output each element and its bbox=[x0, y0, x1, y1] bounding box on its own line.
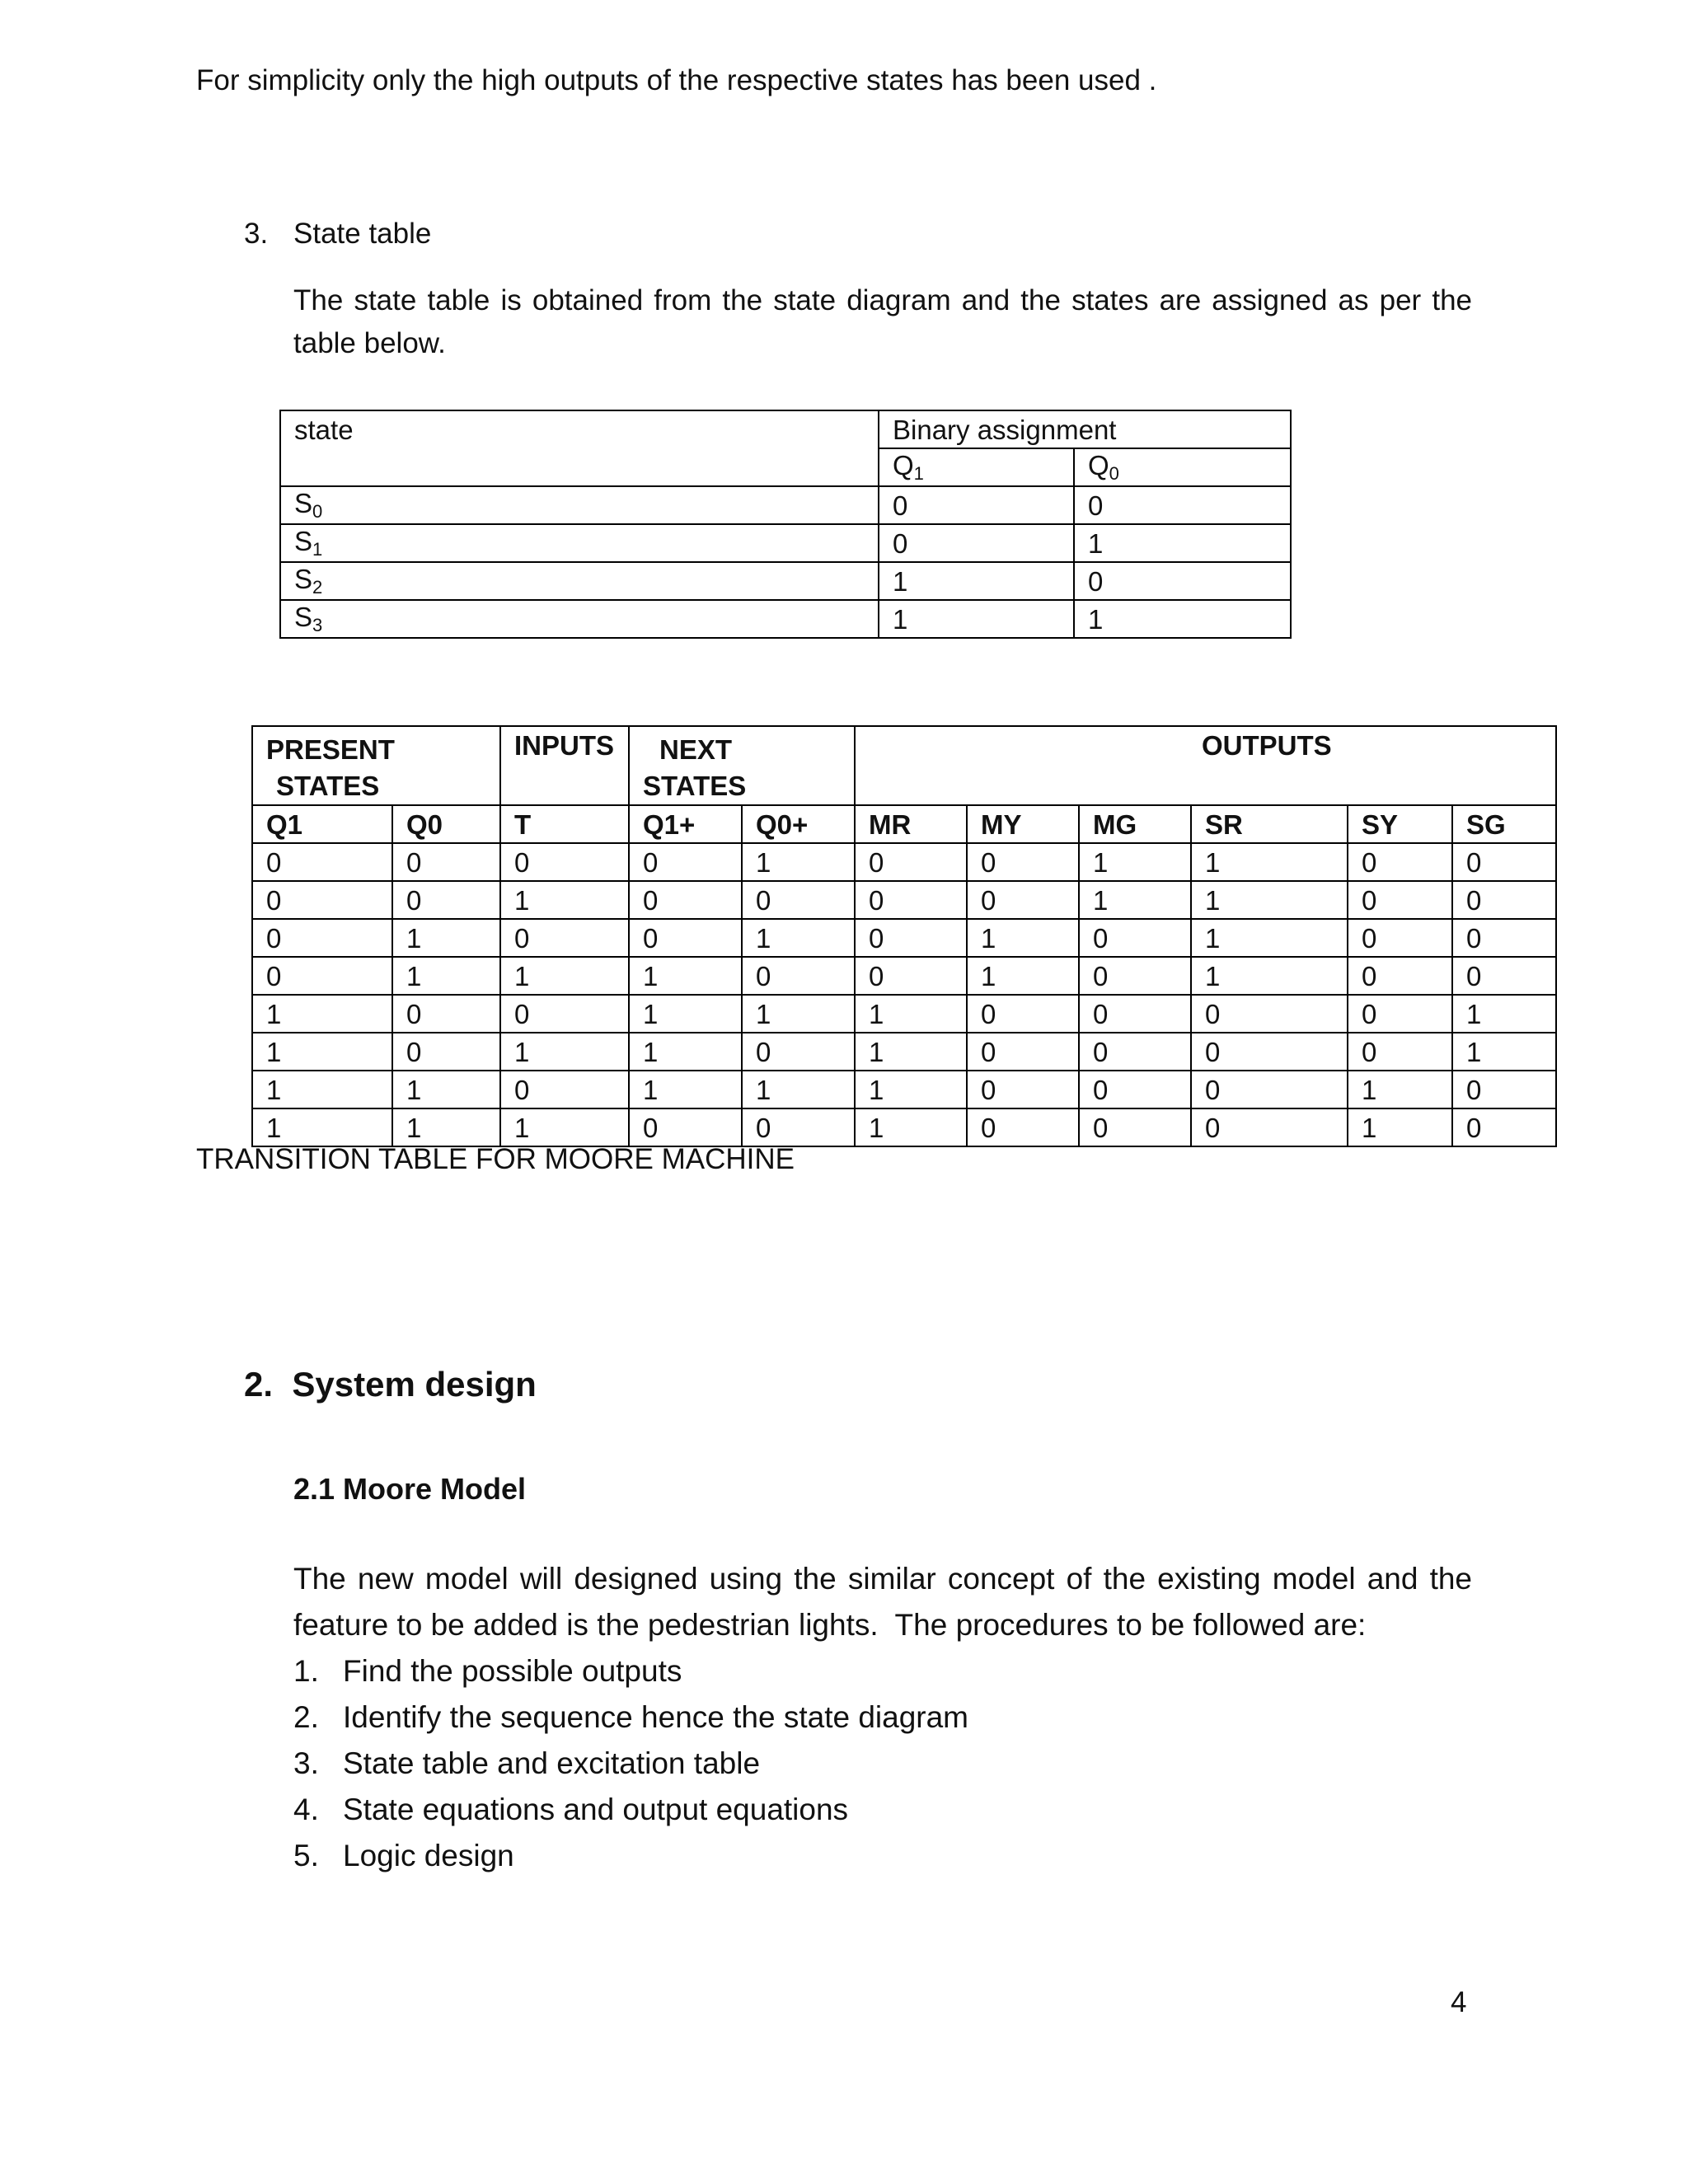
column-header: MY bbox=[967, 805, 1079, 843]
table-cell: 1 bbox=[1191, 919, 1348, 957]
table-cell: 1 bbox=[855, 1108, 967, 1146]
q0-header: $Q_0$ bbox=[1074, 448, 1291, 486]
table-cell: 1 bbox=[742, 843, 855, 881]
table-cell: 0 bbox=[1079, 1108, 1191, 1146]
table-cell: 0 bbox=[1452, 881, 1556, 919]
table-cell: 1 bbox=[500, 957, 629, 995]
table-cell: 1 bbox=[1452, 995, 1556, 1033]
section-2-heading: 2. System design bbox=[244, 1365, 537, 1404]
list-item-text: State equations and output equations bbox=[343, 1793, 849, 1826]
table-column-header-row bbox=[252, 805, 1556, 843]
column-header: Q1 bbox=[252, 805, 392, 843]
table-cell: 1 bbox=[967, 957, 1079, 995]
list-item-number: 4. bbox=[293, 1793, 319, 1826]
column-header: SR bbox=[1191, 805, 1348, 843]
section-3-paragraph: The state table is obtained from the state diagram and the states are assigned as per the table below. bbox=[293, 284, 1472, 359]
column-header: Q1+ bbox=[629, 805, 742, 843]
table-cell: 1 bbox=[252, 1071, 392, 1108]
table-cell: 0 bbox=[967, 1071, 1079, 1108]
table-cell: 1 bbox=[1079, 881, 1191, 919]
table-cell: 0 bbox=[1079, 1033, 1191, 1071]
procedure-list bbox=[293, 1648, 968, 1879]
table-row bbox=[280, 486, 1291, 524]
list-item bbox=[293, 1648, 968, 1694]
table-cell: 1 bbox=[1191, 957, 1348, 995]
table-cell: 1 bbox=[1191, 843, 1348, 881]
table-cell: 1 bbox=[629, 1071, 742, 1108]
state-assignment-table bbox=[279, 410, 1292, 639]
table-cell: 1 bbox=[855, 1071, 967, 1108]
table-cell: 0 bbox=[855, 919, 967, 957]
table-cell: 0 bbox=[1191, 995, 1348, 1033]
table-cell: 0 bbox=[742, 1108, 855, 1146]
table-cell: 0 bbox=[742, 1033, 855, 1071]
table-cell: 0 bbox=[1191, 1071, 1348, 1108]
table-row bbox=[252, 1071, 1556, 1108]
present-states-header: PRESENT STATES bbox=[252, 726, 500, 805]
table-cell: 1 bbox=[1348, 1108, 1452, 1146]
table-cell: 0 bbox=[629, 919, 742, 957]
table-cell: 0 bbox=[1348, 1033, 1452, 1071]
table-cell: 0 bbox=[1079, 995, 1191, 1033]
table-row bbox=[252, 919, 1556, 957]
table-cell: 0 bbox=[1348, 881, 1452, 919]
table-cell: 0 bbox=[252, 957, 392, 995]
table-cell: 0 bbox=[967, 1033, 1079, 1071]
column-header: T bbox=[500, 805, 629, 843]
table-row bbox=[280, 410, 1291, 448]
table-cell: 1 bbox=[392, 1071, 500, 1108]
table-cell: 1 bbox=[392, 957, 500, 995]
table-cell: 1 bbox=[967, 919, 1079, 957]
state-name: $S_1$ bbox=[280, 524, 879, 562]
table-row bbox=[280, 524, 1291, 562]
table-row bbox=[280, 600, 1291, 638]
table-cell: 0 bbox=[1191, 1108, 1348, 1146]
table-cell: 0 bbox=[967, 1108, 1079, 1146]
inputs-header: INPUTS bbox=[500, 726, 629, 805]
q0-cell: 0 bbox=[1074, 562, 1291, 600]
list-item bbox=[293, 1787, 968, 1833]
table-cell: 1 bbox=[629, 1033, 742, 1071]
table-cell: 0 bbox=[1079, 1071, 1191, 1108]
table-cell: 0 bbox=[1452, 957, 1556, 995]
list-item-number: 1. bbox=[293, 1654, 319, 1688]
table-cell: 1 bbox=[855, 1033, 967, 1071]
table-cell: 0 bbox=[1079, 957, 1191, 995]
list-item-text: Find the possible outputs bbox=[343, 1654, 682, 1688]
table-cell: 0 bbox=[500, 1071, 629, 1108]
binary-assignment-header: Binary assignment bbox=[879, 410, 1291, 448]
table-cell: 0 bbox=[1452, 843, 1556, 881]
column-header: SG bbox=[1452, 805, 1556, 843]
intro-text: For simplicity only the high outputs of the respective states has been used . bbox=[196, 64, 1157, 96]
table-cell: 1 bbox=[629, 957, 742, 995]
table-cell: 0 bbox=[1348, 843, 1452, 881]
table-cell: 0 bbox=[1191, 1033, 1348, 1071]
column-header: Q0+ bbox=[742, 805, 855, 843]
table-cell: 1 bbox=[1191, 881, 1348, 919]
table-cell: 0 bbox=[500, 995, 629, 1033]
table-cell: 0 bbox=[855, 957, 967, 995]
q1-cell: 1 bbox=[879, 562, 1074, 600]
table-cell: 1 bbox=[1452, 1033, 1556, 1071]
outputs-header: OUTPUTS bbox=[855, 726, 1556, 805]
table-row bbox=[252, 881, 1556, 919]
table-cell: 0 bbox=[252, 881, 392, 919]
table-row bbox=[252, 1108, 1556, 1146]
state-name: $S_2$ bbox=[280, 562, 879, 600]
list-item-text: Logic design bbox=[343, 1839, 514, 1872]
table-cell: 0 bbox=[1348, 957, 1452, 995]
table-cell: 1 bbox=[742, 995, 855, 1033]
table-cell: 1 bbox=[500, 1108, 629, 1146]
table-row bbox=[252, 843, 1556, 881]
table-cell: 1 bbox=[252, 1108, 392, 1146]
table-row bbox=[252, 957, 1556, 995]
q1-cell: 1 bbox=[879, 600, 1074, 638]
table-cell: 0 bbox=[742, 881, 855, 919]
table-cell: 1 bbox=[1079, 843, 1191, 881]
table-cell: 1 bbox=[392, 919, 500, 957]
column-header: Q0 bbox=[392, 805, 500, 843]
list-item-number: 2. bbox=[293, 1700, 319, 1734]
q0-cell: 0 bbox=[1074, 486, 1291, 524]
table-cell: 1 bbox=[252, 1033, 392, 1071]
q1-cell: 0 bbox=[879, 524, 1074, 562]
list-item bbox=[293, 1833, 968, 1879]
table-cell: 1 bbox=[392, 1108, 500, 1146]
q0-cell: 1 bbox=[1074, 600, 1291, 638]
table-cell: 0 bbox=[500, 843, 629, 881]
list-item-number: 5. bbox=[293, 1839, 319, 1872]
table-cell: 0 bbox=[629, 881, 742, 919]
section-3-number: 3. bbox=[244, 218, 269, 250]
transition-table bbox=[251, 725, 1557, 1147]
table-cell: 0 bbox=[392, 843, 500, 881]
list-item bbox=[293, 1741, 968, 1787]
table-cell: 0 bbox=[1079, 919, 1191, 957]
list-item-text: Identify the sequence hence the state diagram bbox=[343, 1700, 969, 1734]
table-cell: 0 bbox=[1348, 995, 1452, 1033]
table-cell: 0 bbox=[855, 881, 967, 919]
table-cell: 0 bbox=[1452, 919, 1556, 957]
table-cell: 0 bbox=[392, 1033, 500, 1071]
page-number: 4 bbox=[1451, 1986, 1467, 2018]
table-cell: 0 bbox=[629, 843, 742, 881]
column-header: MG bbox=[1079, 805, 1191, 843]
subsection-2-1-heading: 2.1 Moore Model bbox=[293, 1472, 527, 1506]
table-cell: 0 bbox=[1348, 919, 1452, 957]
table-row bbox=[252, 995, 1556, 1033]
table-cell: 1 bbox=[629, 995, 742, 1033]
table-cell: 0 bbox=[967, 881, 1079, 919]
table-cell: 0 bbox=[392, 881, 500, 919]
section-3-title: State table bbox=[293, 218, 432, 250]
table-cell: 0 bbox=[742, 957, 855, 995]
column-header: SY bbox=[1348, 805, 1452, 843]
next-states-header: NEXT STATES bbox=[629, 726, 855, 805]
state-name: $S_0$ bbox=[280, 486, 879, 524]
table-cell: 1 bbox=[855, 995, 967, 1033]
table-cell: 0 bbox=[252, 843, 392, 881]
list-item-number: 3. bbox=[293, 1746, 319, 1780]
state-header: state bbox=[280, 410, 879, 486]
table-row bbox=[252, 1033, 1556, 1071]
table-cell: 1 bbox=[500, 1033, 629, 1071]
table-cell: 0 bbox=[1452, 1108, 1556, 1146]
q0-cell: 1 bbox=[1074, 524, 1291, 562]
table-cell: 1 bbox=[742, 1071, 855, 1108]
q1-header: $Q_1$ bbox=[879, 448, 1074, 486]
table-cell: 0 bbox=[855, 843, 967, 881]
transition-table-caption: TRANSITION TABLE FOR MOORE MACHINE bbox=[196, 1143, 795, 1175]
table-cell: 1 bbox=[1348, 1071, 1452, 1108]
column-header: MR bbox=[855, 805, 967, 843]
list-item bbox=[293, 1694, 968, 1741]
table-cell: 0 bbox=[252, 919, 392, 957]
section-2-paragraph: The new model will designed using the similar concept of the existing model and the feature to be added is the pedestrian lights. The procedures to be followed are: bbox=[293, 1562, 1481, 1642]
table-row bbox=[280, 562, 1291, 600]
table-cell: 0 bbox=[392, 995, 500, 1033]
table-cell: 1 bbox=[500, 881, 629, 919]
table-cell: 1 bbox=[742, 919, 855, 957]
table-cell: 0 bbox=[967, 843, 1079, 881]
list-item-text: State table and excitation table bbox=[343, 1746, 761, 1780]
table-cell: 0 bbox=[967, 995, 1079, 1033]
q1-cell: 0 bbox=[879, 486, 1074, 524]
table-cell: 1 bbox=[252, 995, 392, 1033]
state-name: $S_3$ bbox=[280, 600, 879, 638]
table-cell: 0 bbox=[1452, 1071, 1556, 1108]
table-cell: 0 bbox=[629, 1108, 742, 1146]
table-cell: 0 bbox=[500, 919, 629, 957]
